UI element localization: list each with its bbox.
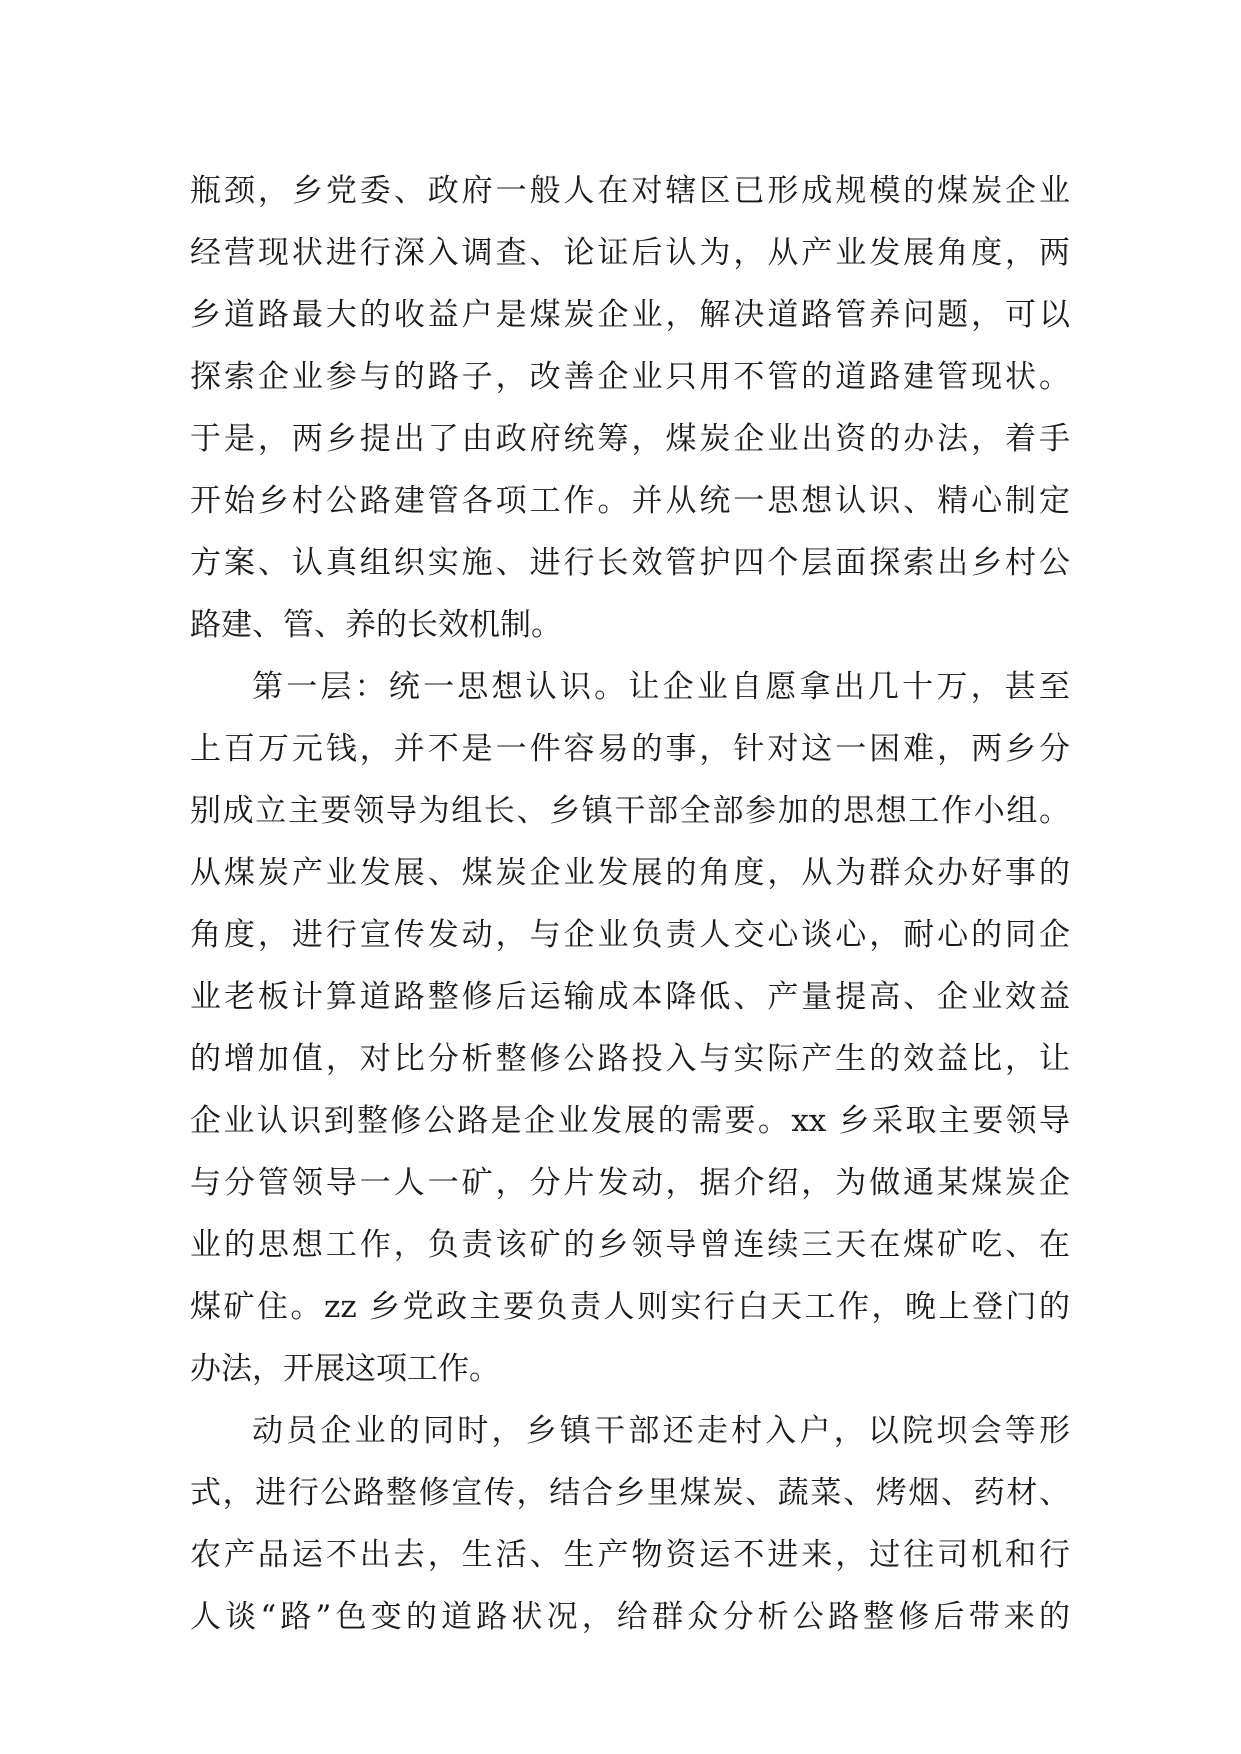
text-line: 从煤炭产业发展、煤炭企业发展的角度，从为群众办好事的 bbox=[190, 855, 1070, 891]
text-line: 开始乡村公路建管各项工作。并从统一思想认识、精心制定 bbox=[190, 483, 1070, 519]
text-line: 人谈“路”色变的道路状况，给群众分析公路整修后带来的 bbox=[190, 1599, 1070, 1635]
paragraph-first-line: 第一层：统一思想认识。让企业自愿拿出几十万，甚至 bbox=[252, 669, 1070, 705]
paragraph-first-line: 动员企业的同时，乡镇干部还走村入户，以院坝会等形 bbox=[252, 1413, 1070, 1449]
text-line: 式，进行公路整修宣传，结合乡里煤炭、蔬菜、烤烟、药材、 bbox=[190, 1475, 1070, 1511]
text-line: 别成立主要领导为组长、乡镇干部全部参加的思想工作小组。 bbox=[190, 793, 1070, 829]
text-line: 瓶颈，乡党委、政府一般人在对辖区已形成规模的煤炭企业 bbox=[190, 173, 1070, 209]
text-line: 办法，开展这项工作。 bbox=[190, 1351, 500, 1387]
text-line: 经营现状进行深入调查、论证后认为，从产业发展角度，两 bbox=[190, 235, 1070, 271]
document-body bbox=[190, 160, 1070, 1648]
text-line: 角度，进行宣传发动，与企业负责人交心谈心，耐心的同企 bbox=[190, 917, 1070, 953]
text-line: 业老板计算道路整修后运输成本降低、产量提高、企业效益 bbox=[190, 979, 1070, 1015]
text-line: 与分管领导一人一矿，分片发动，据介绍，为做通某煤炭企 bbox=[190, 1165, 1070, 1201]
text-line: 煤矿住。zz 乡党政主要负责人则实行白天工作，晚上登门的 bbox=[190, 1289, 1070, 1325]
text-line: 的增加值，对比分析整修公路投入与实际产生的效益比，让 bbox=[190, 1041, 1070, 1077]
text-line: 企业认识到整修公路是企业发展的需要。xx 乡采取主要领导 bbox=[190, 1103, 1070, 1139]
text-line: 业的思想工作，负责该矿的乡领导曾连续三天在煤矿吃、在 bbox=[190, 1227, 1070, 1263]
text-line: 农产品运不出去，生活、生产物资运不进来，过往司机和行 bbox=[190, 1537, 1070, 1573]
text-line: 乡道路最大的收益户是煤炭企业，解决道路管养问题，可以 bbox=[190, 297, 1070, 333]
text-line: 探索企业参与的路子，改善企业只用不管的道路建管现状。 bbox=[190, 359, 1070, 395]
text-line: 方案、认真组织实施、进行长效管护四个层面探索出乡村公 bbox=[190, 545, 1070, 581]
text-line: 于是，两乡提出了由政府统筹，煤炭企业出资的办法，着手 bbox=[190, 421, 1070, 457]
text-line: 路建、管、养的长效机制。 bbox=[190, 607, 562, 643]
text-line: 上百万元钱，并不是一件容易的事，针对这一困难，两乡分 bbox=[190, 731, 1070, 767]
